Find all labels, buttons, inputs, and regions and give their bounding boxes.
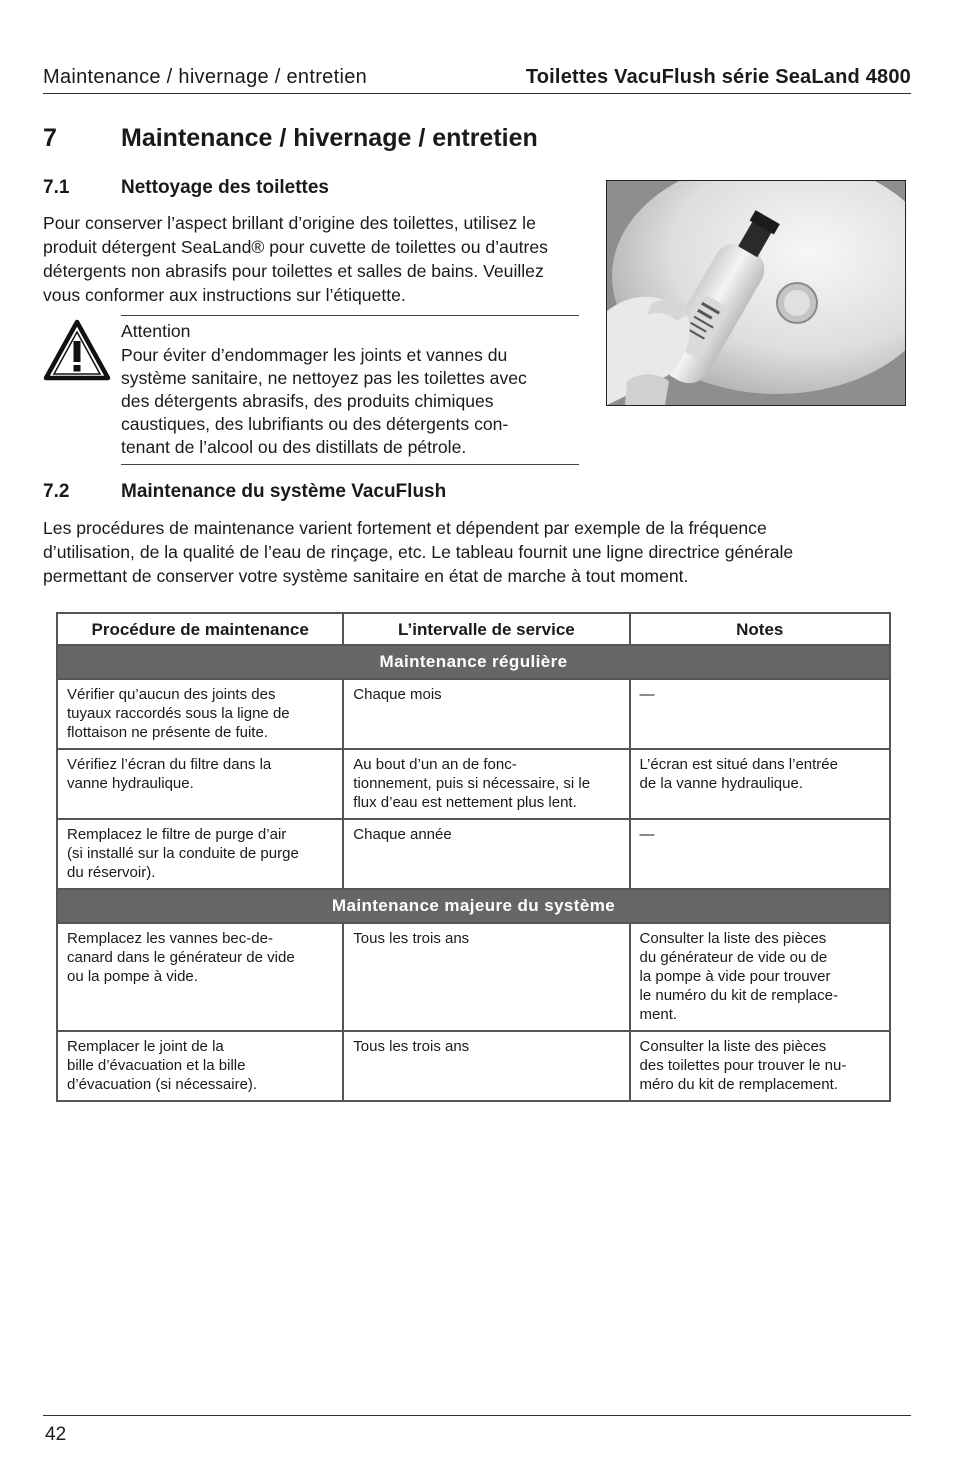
cell-procedure: Vérifiez l’écran du filtre dans la vanne hydraulique. [57, 749, 343, 819]
cell-interval: Tous les trois ans [343, 1031, 629, 1101]
attention-box [43, 315, 579, 465]
attention-rule-top [121, 315, 579, 316]
table-header-row [57, 613, 890, 645]
warning-triangle-icon [43, 319, 111, 381]
cell-interval: Chaque mois [343, 679, 629, 749]
column-header-procedure: Procédure de maintenance [57, 613, 343, 645]
band-regular-maintenance: Maintenance régulière [57, 645, 890, 679]
cell-procedure: Remplacez le filtre de purge d’air (si installé sur la conduite de purge du réservoir). [57, 819, 343, 889]
cell-procedure: Remplacez les vannes bec-de- canard dans le générateur de vide ou la pompe à vide. [57, 923, 343, 1031]
running-header-right: Toilettes VacuFlush série SeaLand 4800 [525, 66, 911, 88]
maintenance-paragraph: Les procédures de maintenance varient fortement et dépendent par exemple de la fréquence d’utilisation, de la qualité de l’eau de rinçage, etc. Le tableau fournit une ligne directrice générale permettant de conserver votre système sanitaire en état de marche à tout moment. [43, 518, 794, 586]
table-row [57, 819, 890, 889]
cell-procedure: Remplacer le joint de la bille d’évacuation et la bille d’évacuation (si nécessaire). [57, 1031, 343, 1101]
footer-rule [43, 1415, 911, 1416]
attention-title: Attention [121, 321, 191, 341]
cell-interval: Chaque année [343, 819, 629, 889]
section-heading-7-1 [43, 177, 329, 199]
cell-interval: Au bout d’un an de fonc- tionnement, puis si nécessaire, si le flux d’eau est nettement plus lent. [343, 749, 629, 819]
table-band-row [57, 645, 890, 679]
cell-notes: L’écran est situé dans l’entrée de la vanne hydraulique. [630, 749, 890, 819]
table-row [57, 923, 890, 1031]
toilet-cleaning-photo [606, 180, 906, 406]
chapter-number: 7 [43, 124, 57, 152]
attention-text: Pour éviter d’endommager les joints et vannes du système sanitaire, ne nettoyez pas les toilettes avec des détergents abrasifs, des produits chimiques caustiques, des lubrifiants ou des détergents con- tenant de l’alcool ou des distillats de pétrole. [121, 345, 527, 457]
header-rule [43, 93, 911, 94]
section-heading-7-2 [43, 481, 446, 503]
maintenance-table [56, 612, 891, 1102]
cleaning-paragraph: Pour conserver l’aspect brillant d’origine des toilettes, utilisez le produit détergent SeaLand® pour cuvette de toilettes ou d’autres détergents non abrasifs pour toilettes et salles de bains. Veuillez vous conformer aux instructions sur l’étiquette. [43, 213, 548, 305]
column-header-interval: L’intervalle de service [343, 613, 629, 645]
column-header-notes: Notes [630, 613, 890, 645]
table-row [57, 679, 890, 749]
attention-rule-bottom [121, 464, 579, 465]
section-number: 7.1 [43, 177, 70, 198]
table-band-row [57, 889, 890, 923]
page-number: 42 [45, 1424, 67, 1445]
section-title: Nettoyage des toilettes [121, 177, 329, 198]
cell-notes: — [630, 679, 890, 749]
cell-notes: Consulter la liste des pièces du générateur de vide ou de la pompe à vide pour trouver le numéro du kit de remplace- ment. [630, 923, 890, 1031]
section-title: Maintenance du système VacuFlush [121, 481, 447, 502]
band-major-maintenance: Maintenance majeure du système [57, 889, 890, 923]
table-row [57, 749, 890, 819]
cell-notes: Consulter la liste des pièces des toilettes pour trouver le nu- méro du kit de remplacement. [630, 1031, 890, 1101]
cell-interval: Tous les trois ans [343, 923, 629, 1031]
chapter-heading [43, 124, 538, 153]
chapter-title: Maintenance / hivernage / entretien [121, 124, 538, 152]
cell-procedure: Vérifier qu’aucun des joints des tuyaux raccordés sous la ligne de flottaison ne présente de fuite. [57, 679, 343, 749]
section-number: 7.2 [43, 481, 70, 502]
table-row [57, 1031, 890, 1101]
running-header-left: Maintenance / hivernage / entretien [43, 66, 368, 88]
cell-notes: — [630, 819, 890, 889]
